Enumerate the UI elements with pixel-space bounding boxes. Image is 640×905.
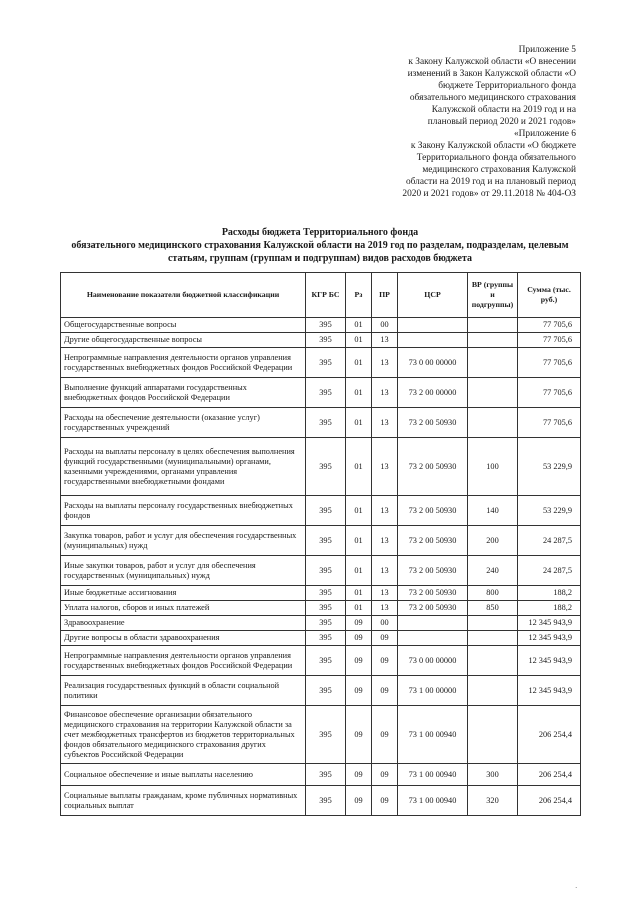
cell-name: Непрограммные направления деятельности органов управления государственных внебюджетных фондов Российской Федерации [61, 646, 306, 676]
cell-name: Общегосударственные вопросы [61, 318, 306, 333]
cell-csr: 73 2 00 50930 [398, 496, 468, 526]
cell-kgr: 395 [306, 706, 346, 764]
cell-sum: 188,2 [518, 601, 581, 616]
cell-name: Иные закупки товаров, работ и услуг для обеспечения государственных (муниципальных) нужд [61, 556, 306, 586]
cell-csr [398, 631, 468, 646]
table-row [61, 631, 581, 646]
cell-sum: 24 287,5 [518, 556, 581, 586]
appendix-line: плановый период 2020 и 2021 годов» [427, 117, 576, 127]
cell-vr: 320 [468, 786, 518, 816]
cell-rz: 09 [346, 706, 372, 764]
cell-kgr: 395 [306, 764, 346, 786]
budget-table [60, 272, 581, 816]
table-row [61, 764, 581, 786]
cell-rz: 01 [346, 496, 372, 526]
cell-rz: 01 [346, 333, 372, 348]
cell-name: Реализация государственных функций в области социальной политики [61, 676, 306, 706]
cell-sum: 77 705,6 [518, 378, 581, 408]
cell-sum: 53 229,9 [518, 496, 581, 526]
cell-name: Финансовое обеспечение организации обязательного медицинского страхования на территории Калужской области за счет межбюджетных трансфертов из бюджетов территориальных фондов обязательного медицинского страхования других субъектов Российской Федерации [61, 706, 306, 764]
cell-name: Закупка товаров, работ и услуг для обеспечения государственных (муниципальных) нужд [61, 526, 306, 556]
cell-rz: 09 [346, 646, 372, 676]
cell-csr: 73 2 00 50930 [398, 601, 468, 616]
cell-pr: 13 [372, 526, 398, 556]
cell-csr: 73 2 00 50930 [398, 438, 468, 496]
cell-kgr: 395 [306, 631, 346, 646]
cell-vr [468, 333, 518, 348]
cell-vr [468, 318, 518, 333]
cell-rz: 01 [346, 556, 372, 586]
appendix-line: изменений в Закон Калужской области «О [407, 69, 576, 79]
table-row [61, 706, 581, 764]
cell-rz: 01 [346, 586, 372, 601]
cell-csr: 73 2 00 50930 [398, 408, 468, 438]
table-row [61, 616, 581, 631]
header-rz: Рз [346, 273, 372, 318]
cell-vr: 100 [468, 438, 518, 496]
cell-rz: 01 [346, 378, 372, 408]
table-row [61, 333, 581, 348]
cell-vr: 800 [468, 586, 518, 601]
cell-pr: 13 [372, 438, 398, 496]
cell-pr: 13 [372, 408, 398, 438]
cell-pr: 13 [372, 556, 398, 586]
cell-rz: 01 [346, 348, 372, 378]
appendix-note [306, 44, 576, 200]
cell-kgr: 395 [306, 786, 346, 816]
cell-vr [468, 378, 518, 408]
title-line-1: Расходы бюджета Территориального фонда [221, 227, 419, 238]
cell-kgr: 395 [306, 438, 346, 496]
cell-vr [468, 676, 518, 706]
cell-vr [468, 706, 518, 764]
cell-sum: 77 705,6 [518, 333, 581, 348]
cell-vr: 200 [468, 526, 518, 556]
cell-vr: 240 [468, 556, 518, 586]
cell-vr: 850 [468, 601, 518, 616]
title-line-3: статьям, группам (группам и подгруппам) видов расходов бюджета [167, 253, 472, 264]
cell-vr [468, 408, 518, 438]
table-row [61, 348, 581, 378]
cell-rz: 01 [346, 601, 372, 616]
page-mark: · [575, 884, 578, 892]
cell-sum: 12 345 943,9 [518, 676, 581, 706]
cell-pr: 13 [372, 378, 398, 408]
cell-sum: 206 254,4 [518, 786, 581, 816]
cell-sum: 53 229,9 [518, 438, 581, 496]
cell-vr: 300 [468, 764, 518, 786]
appendix-line: «Приложение 6 [513, 129, 576, 139]
cell-name: Расходы на выплаты персоналу государственных внебюджетных фондов [61, 496, 306, 526]
cell-csr: 73 1 00 00940 [398, 706, 468, 764]
cell-pr: 13 [372, 348, 398, 378]
cell-kgr: 395 [306, 348, 346, 378]
cell-kgr: 395 [306, 601, 346, 616]
cell-vr [468, 616, 518, 631]
document-title [50, 226, 590, 265]
cell-sum: 206 254,4 [518, 706, 581, 764]
cell-name: Расходы на выплаты персоналу в целях обеспечения выполнения функций государственными (муниципальными) органами, казенными учреждениями, органами управления государственными внебюджетными фондами [61, 438, 306, 496]
appendix-line: к Закону Калужской области «О внесении [408, 57, 576, 67]
cell-pr: 13 [372, 601, 398, 616]
cell-csr [398, 333, 468, 348]
cell-rz: 01 [346, 408, 372, 438]
appendix-line: бюджете Территориального фонда [438, 81, 576, 91]
cell-sum: 206 254,4 [518, 764, 581, 786]
cell-pr: 09 [372, 631, 398, 646]
cell-csr: 73 0 00 00000 [398, 646, 468, 676]
cell-rz: 01 [346, 526, 372, 556]
appendix-line: 2020 и 2021 годов» от 29.11.2018 № 404-ОЗ [402, 189, 576, 199]
cell-pr: 09 [372, 764, 398, 786]
cell-vr [468, 646, 518, 676]
cell-kgr: 395 [306, 646, 346, 676]
appendix-line: Территориального фонда обязательного [416, 153, 576, 163]
cell-vr: 140 [468, 496, 518, 526]
cell-name: Другие вопросы в области здравоохранения [61, 631, 306, 646]
cell-kgr: 395 [306, 556, 346, 586]
cell-pr: 00 [372, 616, 398, 631]
cell-sum: 188,2 [518, 586, 581, 601]
cell-rz: 09 [346, 676, 372, 706]
table-row [61, 786, 581, 816]
table-header-row [61, 273, 581, 318]
appendix-line: медицинского страхования Калужской [422, 165, 576, 175]
table-row [61, 676, 581, 706]
cell-csr: 73 2 00 50930 [398, 556, 468, 586]
cell-csr: 73 2 00 50930 [398, 526, 468, 556]
cell-csr: 73 2 00 00000 [398, 378, 468, 408]
cell-kgr: 395 [306, 408, 346, 438]
table-row [61, 408, 581, 438]
cell-pr: 09 [372, 676, 398, 706]
cell-pr: 13 [372, 333, 398, 348]
cell-rz: 09 [346, 786, 372, 816]
appendix-line: Приложение 5 [518, 45, 576, 55]
cell-name: Социальное обеспечение и иные выплаты населению [61, 764, 306, 786]
cell-name: Другие общегосударственные вопросы [61, 333, 306, 348]
cell-sum: 12 345 943,9 [518, 616, 581, 631]
cell-sum: 77 705,6 [518, 348, 581, 378]
title-line-2: обязательного медицинского страхования Калужской области на 2019 год по разделам, подразделам, целевым [71, 240, 569, 251]
table-row [61, 556, 581, 586]
cell-sum: 12 345 943,9 [518, 631, 581, 646]
cell-sum: 12 345 943,9 [518, 646, 581, 676]
table-row [61, 318, 581, 333]
cell-rz: 01 [346, 318, 372, 333]
cell-kgr: 395 [306, 378, 346, 408]
appendix-line: обязательного медицинского страхования [409, 93, 576, 103]
table-row [61, 646, 581, 676]
table-row [61, 378, 581, 408]
budget-table-body [61, 318, 581, 816]
header-pr: ПР [372, 273, 398, 318]
cell-name: Расходы на обеспечение деятельности (оказание услуг) государственных учреждений [61, 408, 306, 438]
cell-vr [468, 631, 518, 646]
appendix-line: области на 2019 год и на плановый период [405, 177, 576, 187]
cell-csr: 73 0 00 00000 [398, 348, 468, 378]
cell-kgr: 395 [306, 616, 346, 631]
cell-pr: 09 [372, 706, 398, 764]
cell-pr: 09 [372, 646, 398, 676]
cell-kgr: 395 [306, 496, 346, 526]
cell-sum: 24 287,5 [518, 526, 581, 556]
cell-csr: 73 1 00 00940 [398, 764, 468, 786]
cell-name: Социальные выплаты гражданам, кроме публичных нормативных социальных выплат [61, 786, 306, 816]
table-row [61, 526, 581, 556]
cell-name: Здравоохранение [61, 616, 306, 631]
cell-csr: 73 1 00 00000 [398, 676, 468, 706]
cell-kgr: 395 [306, 333, 346, 348]
cell-kgr: 395 [306, 676, 346, 706]
cell-csr [398, 318, 468, 333]
header-name: Наименование показатели бюджетной классификации [61, 273, 306, 318]
table-row [61, 496, 581, 526]
cell-name: Уплата налогов, сборов и иных платежей [61, 601, 306, 616]
header-vr: ВР (группы и подгруппы) [468, 273, 518, 318]
table-row [61, 586, 581, 601]
cell-rz: 09 [346, 616, 372, 631]
table-row [61, 438, 581, 496]
cell-csr [398, 616, 468, 631]
cell-pr: 09 [372, 786, 398, 816]
cell-name: Непрограммные направления деятельности органов управления государственных внебюджетных фондов Российской Федерации [61, 348, 306, 378]
cell-rz: 09 [346, 764, 372, 786]
cell-name: Выполнение функций аппаратами государственных внебюджетных фондов Российской Федерации [61, 378, 306, 408]
header-csr: ЦСР [398, 273, 468, 318]
cell-name: Иные бюджетные ассигнования [61, 586, 306, 601]
cell-sum: 77 705,6 [518, 318, 581, 333]
cell-kgr: 395 [306, 526, 346, 556]
cell-rz: 09 [346, 631, 372, 646]
cell-csr: 73 1 00 00940 [398, 786, 468, 816]
cell-pr: 00 [372, 318, 398, 333]
appendix-line: Калужской области на 2019 год и на [431, 105, 576, 115]
cell-pr: 13 [372, 586, 398, 601]
cell-kgr: 395 [306, 318, 346, 333]
cell-pr: 13 [372, 496, 398, 526]
appendix-line: к Закону Калужской области «О бюджете [410, 141, 576, 151]
cell-vr [468, 348, 518, 378]
cell-kgr: 395 [306, 586, 346, 601]
table-row [61, 601, 581, 616]
cell-rz: 01 [346, 438, 372, 496]
cell-csr: 73 2 00 50930 [398, 586, 468, 601]
cell-sum: 77 705,6 [518, 408, 581, 438]
header-sum: Сумма (тыс. руб.) [518, 273, 581, 318]
header-kgr: КГР БС [306, 273, 346, 318]
